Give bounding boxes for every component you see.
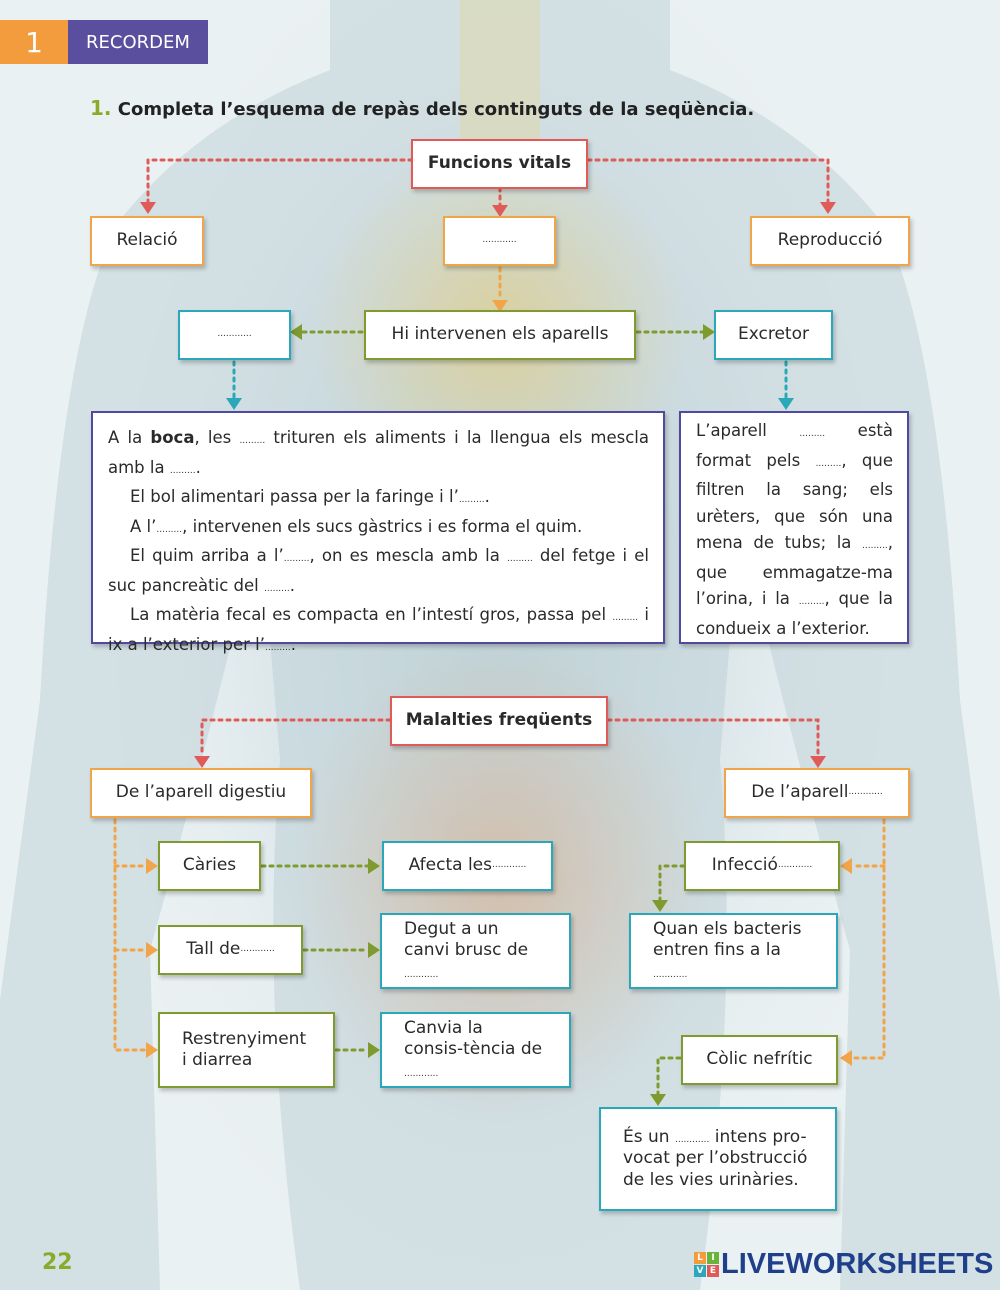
aparells-box: Hi intervenen els aparells (364, 310, 636, 360)
logo-tile: I (707, 1252, 719, 1264)
instruction-number: 1. (90, 96, 112, 120)
digestive-paragraph-4: El quim arriba a l’........., on es mescla amb la ......... del fetge i el suc pancreàtic del .......... (108, 546, 649, 595)
malalties-box: Malalties freqüents (390, 696, 608, 746)
infeccio-box[interactable]: Infecció ............ (684, 841, 840, 891)
left-blank[interactable]: ............ (217, 329, 252, 340)
middle-blank[interactable]: ............ (482, 235, 517, 246)
unit-title-badge: RECORDEM (68, 20, 208, 64)
restrenyiment-box: Restrenyiment i diarrea (158, 1012, 335, 1088)
digestive-paragraph-1: A la boca, les ......... trituren els aliments i la llengua els mescla amb la .......... (108, 428, 649, 477)
afecta-box[interactable]: Afecta les ............ (382, 841, 553, 891)
tall-box[interactable]: Tall de ............ (158, 925, 303, 975)
logo-tiles (694, 1252, 719, 1277)
excretor-box: Excretor (714, 310, 833, 360)
digestive-paragraph-3: A l’........., intervenen els sucs gàstrics i es forma el quim. (130, 516, 583, 536)
brand-text: LIVEWORKSHEETS (721, 1248, 994, 1280)
relacio-box: Relació (90, 216, 204, 266)
degut-box[interactable]: Degut a un canvi brusc de ............ (380, 913, 571, 989)
digestiu-box: De l’aparell digestiu (90, 768, 312, 818)
instruction (90, 96, 754, 120)
digestive-paragraph-5: La matèria fecal es compacta en l’intestí gros, passa pel ......... i ix a l’exterior per l’.......... (108, 605, 649, 654)
aparell-right-blank[interactable]: ............ (848, 787, 883, 798)
middle-blank-box[interactable] (443, 216, 556, 266)
colic-box: Còlic nefrític (681, 1035, 838, 1085)
excretor-paragraph: L’aparell ......... està format pels ........., que filtren la sang; els urèters, que són una mena de tubs; la ........., que emmagatze-ma l’orina, i la ........., que la condueix a l’exterior. (696, 421, 894, 638)
instruction-text: Completa l’esquema de repàs dels continguts de la seqüència. (117, 99, 755, 120)
digestive-paragraph-2: El bol alimentari passa per la faringe i l’.......... (130, 487, 490, 506)
reproduccio-box: Reproducció (750, 216, 910, 266)
left-blank-box[interactable] (178, 310, 291, 360)
funcions-vitals-box: Funcions vitals (411, 139, 588, 189)
caries-box: Càries (158, 841, 261, 891)
canvia-box[interactable]: Canvia la consis-tència de ............ (380, 1012, 571, 1088)
logo-tile: V (694, 1265, 706, 1277)
logo-tile: L (694, 1252, 706, 1264)
liveworksheets-logo (694, 1248, 993, 1281)
excretor-text-box (679, 411, 909, 644)
unit-number-badge: 1 (0, 20, 68, 64)
logo-tile: E (707, 1265, 719, 1277)
digestive-text-box (91, 411, 665, 654)
aparell-right-box[interactable]: De l’aparell ............ (724, 768, 910, 818)
es-un-box[interactable]: És un ............ intens pro-vocat per l’obstrucció de les vies urinàries. (599, 1107, 837, 1211)
page-number: 22 (42, 1250, 73, 1275)
quan-box[interactable]: Quan els bacteris entren fins a la ............ (629, 913, 838, 989)
